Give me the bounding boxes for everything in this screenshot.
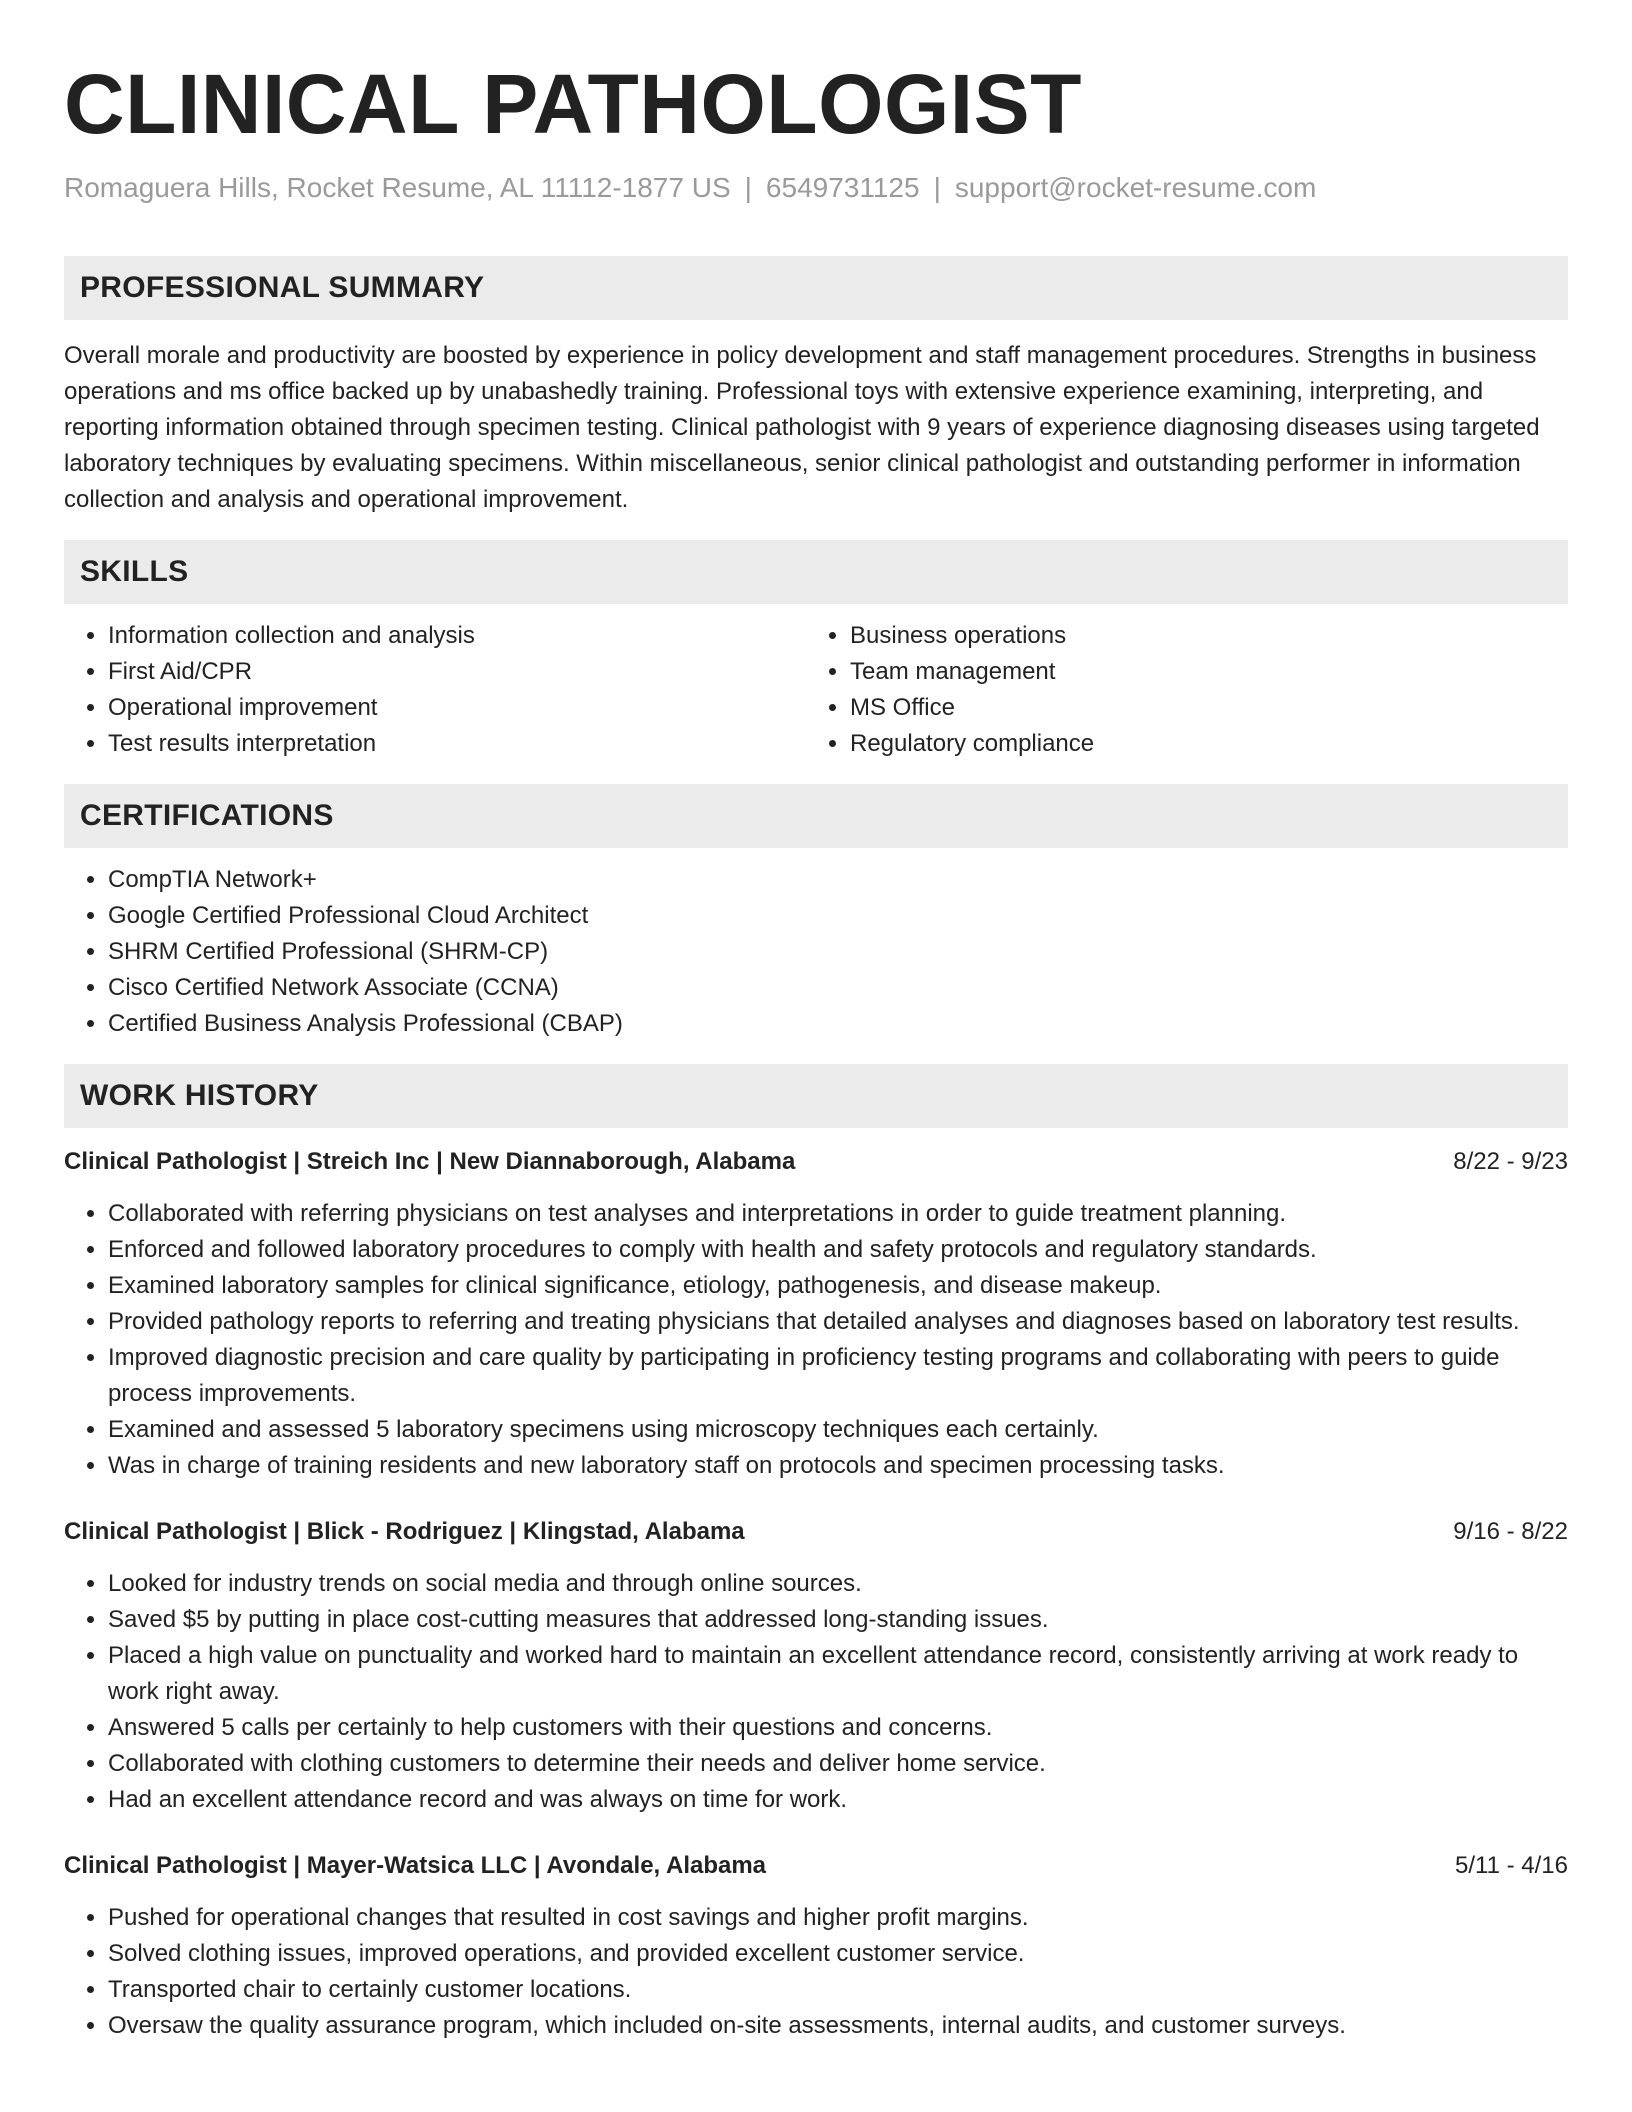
skill-item: • Team management (850, 654, 1548, 690)
skills-grid (64, 604, 1568, 762)
job-entry (64, 1848, 1568, 2044)
job-title: Clinical Pathologist | Blick - Rodriguez | Klingstad, Alabama (64, 1518, 745, 1545)
job-bullet: • Provided pathology reports to referring and treating physicians that detailed analyses and diagnoses based on laboratory test results. (108, 1304, 1568, 1340)
job-entry (64, 1514, 1568, 1818)
certifications-list (64, 862, 1568, 1042)
skill-item: • Information collection and analysis (108, 618, 806, 654)
job-bullet: • Oversaw the quality assurance program, which included on-site assessments, internal audits, and customer surveys. (108, 2008, 1568, 2044)
job-bullet: • Was in charge of training residents and new laboratory staff on protocols and specimen processing tasks. (108, 1448, 1568, 1484)
work-history-heading: WORK HISTORY (64, 1064, 1568, 1128)
job-bullet: • Improved diagnostic precision and care quality by participating in proficiency testing programs and collaborating with peers to guide process improvements. (108, 1340, 1568, 1412)
job-bullets (64, 1196, 1568, 1484)
contact-address: Romaguera Hills, Rocket Resume, AL 11112-1877 US (64, 172, 731, 203)
job-header (64, 1514, 1568, 1550)
certification-item: • Certified Business Analysis Professional (CBAP) (108, 1006, 1568, 1042)
job-bullet: • Solved clothing issues, improved operations, and provided excellent customer service. (108, 1936, 1568, 1972)
skill-item: • First Aid/CPR (108, 654, 806, 690)
job-dates: 9/16 - 8/22 (1453, 1518, 1568, 1545)
job-bullet: • Placed a high value on punctuality and worked hard to maintain an excellent attendance record, consistently arriving at work ready to work right away. (108, 1638, 1568, 1710)
skills-list-right (806, 618, 1548, 762)
job-bullet: • Looked for industry trends on social media and through online sources. (108, 1566, 1568, 1602)
certification-item: • CompTIA Network+ (108, 862, 1568, 898)
certification-item: • Cisco Certified Network Associate (CCNA) (108, 970, 1568, 1006)
job-title: Clinical Pathologist | Mayer-Watsica LLC | Avondale, Alabama (64, 1852, 767, 1879)
job-dates: 8/22 - 9/23 (1453, 1148, 1568, 1175)
job-bullets (64, 1900, 1568, 2044)
job-bullets (64, 1566, 1568, 1818)
skills-heading: SKILLS (64, 540, 1568, 604)
summary-heading: PROFESSIONAL SUMMARY (64, 256, 1568, 320)
job-header (64, 1848, 1568, 1884)
job-bullet: • Examined and assessed 5 laboratory specimens using microscopy techniques each certainly. (108, 1412, 1568, 1448)
skill-item: • Operational improvement (108, 690, 806, 726)
job-bullet: • Pushed for operational changes that resulted in cost savings and higher profit margins. (108, 1900, 1568, 1936)
job-bullet: • Transported chair to certainly customer locations. (108, 1972, 1568, 2008)
contact-line (64, 170, 1568, 206)
certification-item: • Google Certified Professional Cloud Architect (108, 898, 1568, 934)
certification-item: • SHRM Certified Professional (SHRM-CP) (108, 934, 1568, 970)
skill-item: • MS Office (850, 690, 1548, 726)
contact-separator: | (933, 172, 941, 203)
job-dates: 5/11 - 4/16 (1455, 1852, 1568, 1879)
job-bullet: • Answered 5 calls per certainly to help customers with their questions and concerns. (108, 1710, 1568, 1746)
job-title: Clinical Pathologist | Streich Inc | New Diannaborough, Alabama (64, 1148, 796, 1175)
contact-phone: 6549731125 (765, 172, 920, 203)
job-entry (64, 1144, 1568, 1484)
certifications-heading: CERTIFICATIONS (64, 784, 1568, 848)
job-bullet: • Enforced and followed laboratory procedures to comply with health and safety protocols and regulatory standards. (108, 1232, 1568, 1268)
skill-item: • Regulatory compliance (850, 726, 1548, 762)
job-bullet: • Had an excellent attendance record and was always on time for work. (108, 1782, 1568, 1818)
candidate-name: CLINICAL PATHOLOGIST (64, 57, 1082, 151)
job-header (64, 1144, 1568, 1180)
job-bullet: • Examined laboratory samples for clinical significance, etiology, pathogenesis, and disease makeup. (108, 1268, 1568, 1304)
contact-separator: | (744, 172, 752, 203)
contact-email: support@rocket-resume.com (954, 172, 1317, 203)
job-bullet: • Collaborated with clothing customers to determine their needs and deliver home service. (108, 1746, 1568, 1782)
summary-text: Overall morale and productivity are boosted by experience in policy development and staff management procedures. Strengths in business operations and ms office backed up by unabashedly training. Professional toys with extensive experience examining, interpreting, and reporting information obtained through specimen testing. Clinical pathologist with 9 years of experience diagnosing diseases using targeted laboratory techniques by evaluating specimens. Within miscellaneous, senior clinical pathologist and outstanding performer in information collection and analysis and operational improvement. (64, 342, 1540, 513)
job-bullet: • Collaborated with referring physicians on test analyses and interpretations in order to guide treatment planning. (108, 1196, 1568, 1232)
skill-item: • Business operations (850, 618, 1548, 654)
skill-item: • Test results interpretation (108, 726, 806, 762)
job-bullet: • Saved $5 by putting in place cost-cutting measures that addressed long-standing issues. (108, 1602, 1568, 1638)
skills-list-left (64, 618, 806, 762)
